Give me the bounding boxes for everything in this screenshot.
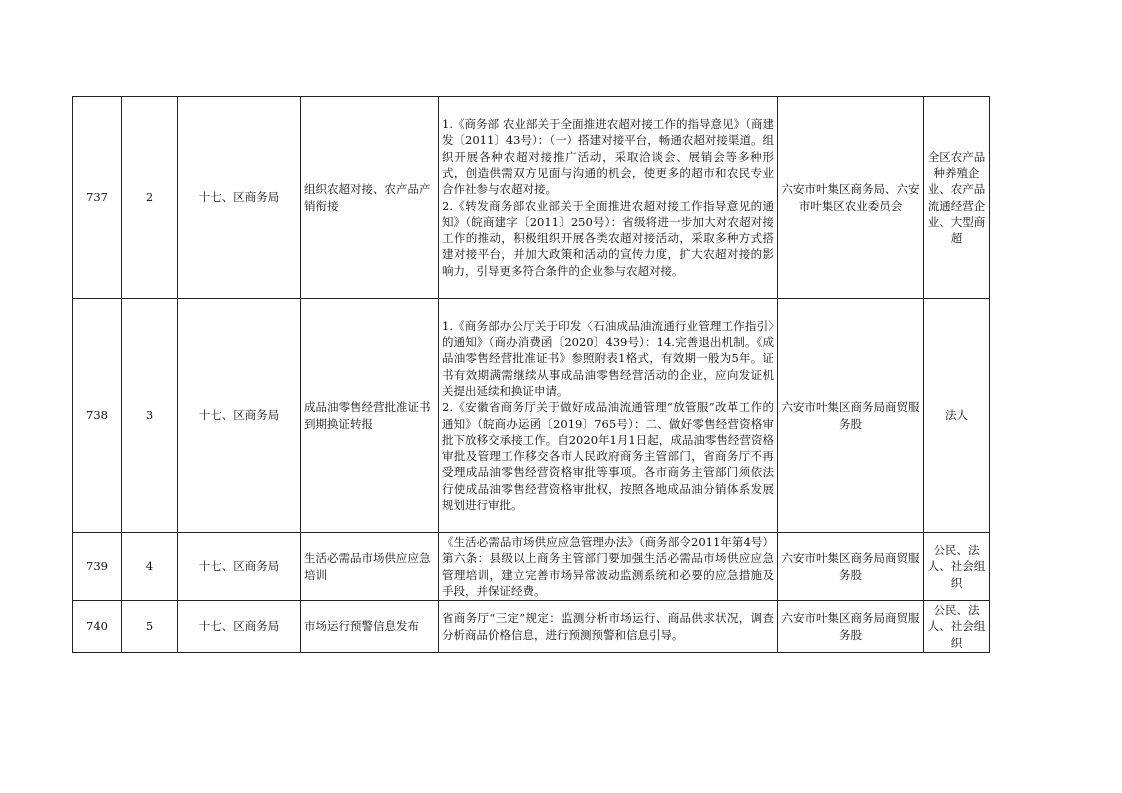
row-service-target: 公民、法人、社会组织: [924, 533, 990, 601]
table-row: [73, 97, 990, 299]
row-index: 740: [73, 601, 122, 653]
row-department: 十七、区商务局: [178, 97, 301, 299]
row-responsible-unit: 六安市叶集区商务局商贸服务股: [778, 533, 924, 601]
row-service-target: 全区农产品种养殖企业、农产品流通经营企业、大型商超: [924, 97, 990, 299]
row-item-name: 市场运行预警信息发布: [301, 601, 439, 653]
row-responsible-unit: 六安市叶集区商务局、六安市叶集区农业委员会: [778, 97, 924, 299]
basis-paragraph: 1.《商务部 农业部关于全面推进农超对接工作的指导意见》（商建发〔2011〕43号）：（一）搭建对接平台，畅通农超对接渠道。组织开展各种农超对接推广活动，采取洽谈会、展销会等多种形式，创造供需双方见面与沟通的机会，使更多的超市和农民专业合作社参与农超对接。: [442, 117, 774, 197]
row-department: 十七、区商务局: [178, 601, 301, 653]
row-responsible-unit: 六安市叶集区商务局商贸服务股: [778, 601, 924, 653]
row-service-target: 法人: [924, 299, 990, 533]
basis-paragraph: 省商务厅“三定”规定：监测分析市场运行、商品供求状况，调查分析商品价格信息，进行预测预警和信息引导。: [442, 611, 774, 642]
row-item-name: 成品油零售经营批准证书到期换证转报: [301, 299, 439, 533]
row-legal-basis: [439, 601, 778, 653]
row-index: 738: [73, 299, 122, 533]
row-seq: 3: [122, 299, 178, 533]
basis-paragraph: 1.《商务部办公厅关于印发〈石油成品油流通行业管理工作指引〉的通知》（商办消费函〔2020〕439号）：14.完善退出机制。《成品油零售经营批准证书》参照附表1格式，有效期一般为5年。证书有效期满需继续从事成品油零售经营活动的企业，应向发证机关提出延续和换证申请。: [442, 318, 774, 398]
row-legal-basis: [439, 97, 778, 299]
basis-paragraph: 2.《安徽省商务厅关于做好成品油流通管理“放管服”改革工作的通知》（皖商办运函〔2019〕765号）：二、做好零售经营资格审批下放移交承接工作。自2020年1月1日起，成品油零售经营资格审批及管理工作移交各市人民政府商务主管部门，省商务厅不再受理成品油零售经营资格审批等事项。各市商务主管部门须依法行使成品油零售经营资格审批权，按照各地成品油分销体系发展规划进行审批。: [442, 400, 774, 512]
row-responsible-unit: 六安市叶集区商务局商贸服务股: [778, 299, 924, 533]
table-row: [73, 601, 990, 653]
row-item-name: 组织农超对接、农产品产销衔接: [301, 97, 439, 299]
services-table: [72, 96, 990, 653]
row-index: 737: [73, 97, 122, 299]
row-index: 739: [73, 533, 122, 601]
basis-paragraph: 《生活必需品市场供应应急管理办法》（商务部令2011年第4号）第六条：县级以上商务主管部门要加强生活必需品市场供应应急管理培训，建立完善市场异常波动监测系统和必要的应急措施及手段，并保证经费。: [442, 535, 774, 598]
row-service-target: 公民、法人、社会组织: [924, 601, 990, 653]
row-legal-basis: [439, 299, 778, 533]
row-seq: 4: [122, 533, 178, 601]
row-seq: 2: [122, 97, 178, 299]
row-item-name: 生活必需品市场供应应急培训: [301, 533, 439, 601]
row-department: 十七、区商务局: [178, 533, 301, 601]
row-legal-basis: [439, 533, 778, 601]
row-seq: 5: [122, 601, 178, 653]
basis-paragraph: 2.《转发商务部农业部关于全面推进农超对接工作指导意见的通知》（皖商建字〔2011〕250号）：省级将进一步加大对农超对接工作的推动，积极组织开展各类农超对接活动，采取多种方式搭建对接平台，并加大政策和活动的宣传力度，扩大农超对接的影响力，引导更多符合条件的企业参与农超对接。: [442, 198, 774, 278]
table-row: [73, 533, 990, 601]
row-department: 十七、区商务局: [178, 299, 301, 533]
table-row: [73, 299, 990, 533]
